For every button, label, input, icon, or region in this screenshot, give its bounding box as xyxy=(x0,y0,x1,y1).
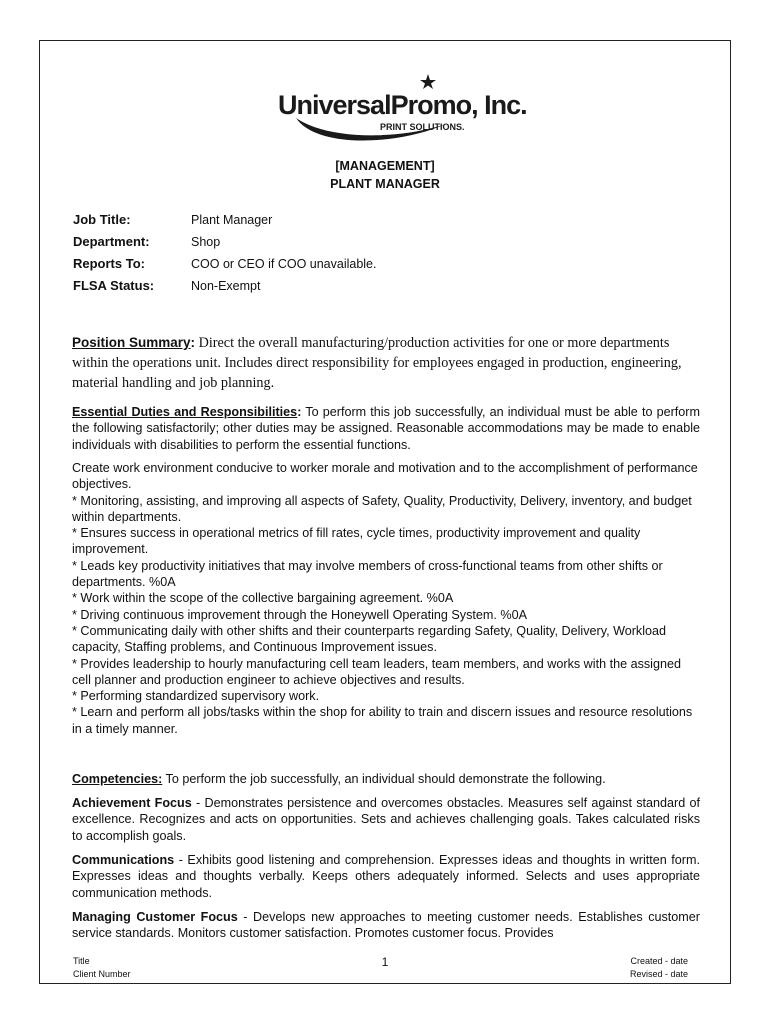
reports-to-label: Reports To: xyxy=(73,256,145,271)
company-logo xyxy=(276,74,527,154)
duty-item: * Provides leadership to hourly manufacturing cell team leaders, team members, and works with the assigned cell planner and production engineer to achieve objectives and results. xyxy=(72,656,681,687)
essential-duties-intro xyxy=(72,404,700,453)
job-title-label: Job Title: xyxy=(73,212,131,227)
essential-duties-text: To perform this job successfully, an individual must be able to perform the following satisfactorily; other duties may be assigned. Reasonable accommodations may be made to enable individuals with disabilities to perform the essential functions. xyxy=(72,405,700,452)
competency-name: Communications xyxy=(72,853,175,867)
document-category: [MANAGEMENT] xyxy=(335,159,435,173)
duty-item: * Communicating daily with other shifts and their counterparts regarding Safety, Quality, Delivery, Workload capacity, Staffing problems, and Continuous Improvement issues. xyxy=(72,623,667,655)
competencies-text: To perform the job successfully, an individual should demonstrate the following. xyxy=(162,772,606,786)
duty-item: * Learn and perform all jobs/tasks within the shop for ability to train and discern issues and resource resolutions in a timely manner. xyxy=(72,705,693,736)
duties-list xyxy=(72,460,700,737)
competency-description: - Develops new approaches to meeting customer needs. Establishes customer service standards. Monitors customer satisfaction. Promotes customer focus. Provides xyxy=(72,910,700,941)
footer-created-date: Created - date xyxy=(630,956,688,966)
logo-brand: UniversalPromo, Inc. xyxy=(278,90,527,120)
footer-client-number: Client Number xyxy=(73,969,131,979)
essential-duties-colon: : xyxy=(297,405,302,419)
document-title: PLANT MANAGER xyxy=(330,177,440,191)
logo-tagline: PRINT SOLUTIONS. xyxy=(380,122,465,132)
duty-item: * Monitoring, assisting, and improving all aspects of Safety, Quality, Productivity, Delivery, inventory, and budget within departments. xyxy=(72,493,692,524)
duty-item: Create work environment conducive to worker morale and motivation and to the accomplishment of performance objectives. xyxy=(72,461,698,492)
competency-name: Achievement Focus xyxy=(72,796,192,810)
position-summary-heading: Position Summary xyxy=(72,335,191,350)
duty-item: * Leads key productivity initiatives that may involve members of cross-functional teams from other shifts or departments. %0A xyxy=(72,558,663,590)
department-value: Shop xyxy=(191,235,221,249)
position-summary-text: Direct the overall manufacturing/production activities for one or more departments within the operations unit. Includes direct responsibility for employees engaged in production, engineering, material handling and job planning. xyxy=(72,335,682,391)
competency-item xyxy=(72,909,700,942)
competency-description: - Demonstrates persistence and overcomes obstacles. Measures self against standard of excellence. Recognizes and acts on opportunities. Sets and achieves challenging goals. Takes calculated risks to accomplish goals. xyxy=(72,796,700,843)
duty-item: * Ensures success in operational metrics of fill rates, cycle times, productivity improvement and quality improvement. xyxy=(72,526,641,557)
position-summary xyxy=(72,333,702,393)
department-label: Department: xyxy=(73,234,150,249)
page-number: 1 xyxy=(381,955,389,969)
duty-item: * Driving continuous improvement through the Honeywell Operating System. %0A xyxy=(72,607,527,622)
position-summary-colon: : xyxy=(190,335,196,350)
footer-revised-date: Revised - date xyxy=(629,969,688,979)
competency-description: - Exhibits good listening and comprehension. Expresses ideas and thoughts in written form. Expresses ideas and thoughts verbally. Keeps others adequately informed. Selects and uses appropriate communication methods. xyxy=(72,853,700,900)
footer-right xyxy=(630,955,688,981)
duty-item: * Work within the scope of the collective bargaining agreement. %0A xyxy=(72,591,454,606)
competency-item xyxy=(72,852,700,901)
competency-name: Managing Customer Focus xyxy=(72,910,238,924)
flsa-status-label: FLSA Status: xyxy=(73,278,155,293)
footer-title: Title xyxy=(73,956,90,966)
competency-item xyxy=(72,795,700,844)
reports-to-value: COO or CEO if COO unavailable. xyxy=(191,257,377,271)
duty-item: * Performing standardized supervisory work. xyxy=(72,689,320,704)
essential-duties-heading: Essential Duties and Responsibilities xyxy=(72,405,298,419)
competencies-intro xyxy=(72,771,700,787)
competencies-heading: Competencies: xyxy=(72,772,163,786)
flsa-status-value: Non-Exempt xyxy=(191,279,261,293)
job-title-value: Plant Manager xyxy=(191,213,273,227)
